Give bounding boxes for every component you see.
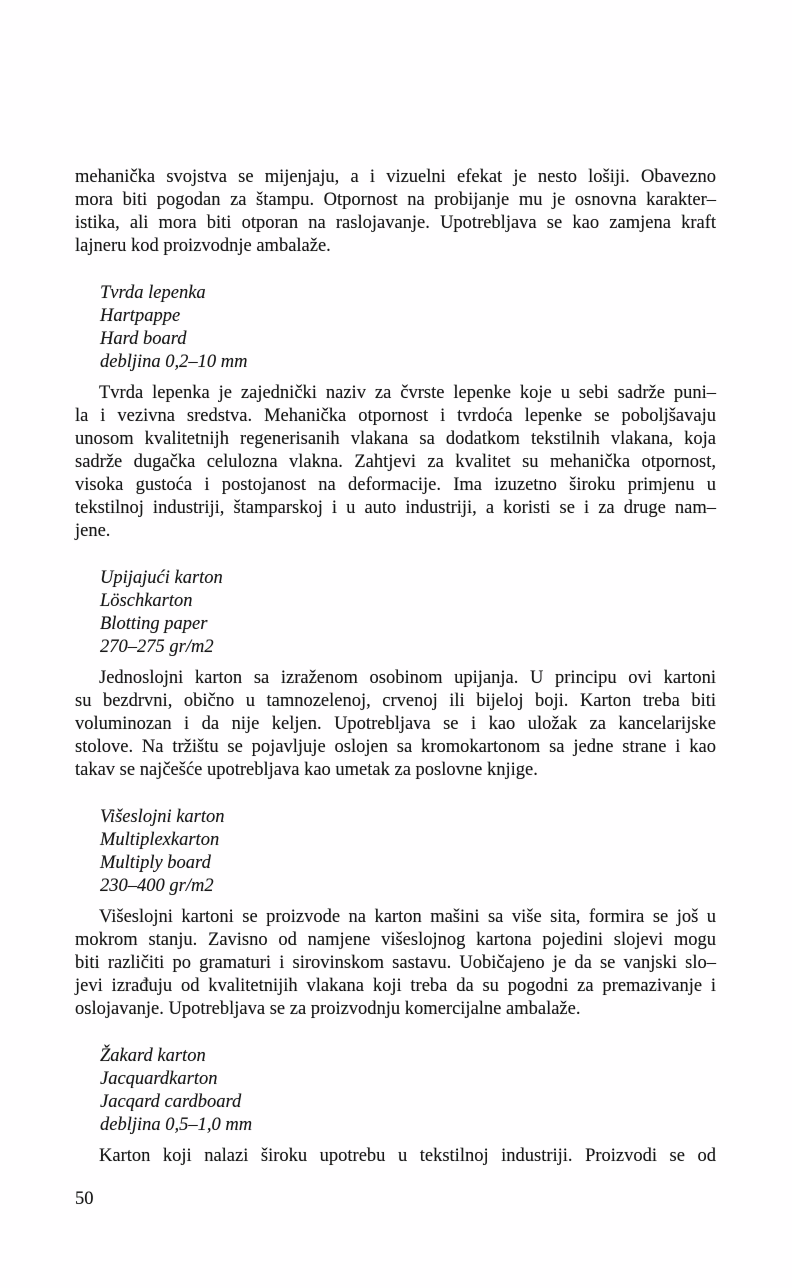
text-line: la i vezivna sredstva. Mehanička otpornost i tvrdoća lepenke se poboljšavaju — [75, 406, 716, 426]
term-english: Jacqard cardboard — [100, 1092, 242, 1112]
term-spec: 270–275 gr/m2 — [100, 637, 214, 657]
text-line: Višeslojni kartoni se proizvode na karton mašini sa više sita, formira se još u — [99, 907, 716, 927]
term-heading-viseslojni-karton — [100, 806, 716, 898]
term-heading-zakard-karton — [100, 1045, 716, 1137]
term-german: Multiplexkarton — [100, 830, 220, 850]
paragraph — [75, 166, 716, 258]
term-german: Hartpappe — [100, 306, 181, 326]
text-line: jene. — [75, 521, 111, 541]
term-german: Löschkarton — [100, 591, 193, 611]
text-line: unosom kvalitetnijh regenerisanih vlakana sa dodatkom tekstilnih vlakana, koja — [75, 429, 716, 449]
term-english: Hard board — [100, 329, 187, 349]
text-line: oslojavanje. Upotrebljava se za proizvodnju komercijalne ambalaže. — [75, 999, 581, 1019]
text-line: visoka gustoća i postojanost na deformacije. Ima izuzetno široku primjenu u — [75, 475, 716, 495]
text-line: Karton koji nalazi široku upotrebu u tekstilnoj industriji. Proizvodi se od — [99, 1146, 716, 1166]
term-local: Višeslojni karton — [100, 807, 225, 827]
text-line: su bezdrvni, obično u tamnozelenoj, crvenoj ili bijeloj boji. Karton treba biti — [75, 691, 716, 711]
term-local: Žakard karton — [100, 1046, 206, 1066]
text-line: tekstilnoj industriji, štamparskoj i u auto industriji, a koristi se i za druge nam– — [75, 498, 716, 518]
term-spec: debljina 0,2–10 mm — [100, 352, 248, 372]
text-line: Tvrda lepenka je zajednički naziv za čvrste lepenke koje u sebi sadrže puni– — [99, 383, 716, 403]
text-line: biti različiti po gramaturi i sirovinskom sastavu. Uobičajeno je da se vanjski slo– — [75, 953, 716, 973]
term-spec: debljina 0,5–1,0 mm — [100, 1115, 253, 1135]
text-line: voluminozan i da nije keljen. Upotrebljava se i kao uložak za kancelarijske — [75, 714, 716, 734]
text-line: takav se najčešće upotrebljava kao umetak za poslovne knjige. — [75, 760, 538, 780]
term-spec: 230–400 gr/m2 — [100, 876, 214, 896]
text-line: lajneru kod proizvodnje ambalaže. — [75, 236, 331, 256]
paragraph — [75, 1145, 716, 1168]
term-local: Upijajući karton — [100, 568, 223, 588]
text-line: sadrže dugačka celulozna vlakna. Zahtjevi za kvalitet su mehanička otpornost, — [75, 452, 716, 472]
term-heading-upijajuci-karton — [100, 567, 716, 659]
text-line: stolove. Na tržištu se pojavljuje oslojen sa kromokartonom sa jedne strane i kao — [75, 737, 716, 757]
term-local: Tvrda lepenka — [100, 283, 206, 303]
paragraph — [75, 667, 716, 782]
text-line: Jednoslojni karton sa izraženom osobinom upijanja. U principu ovi kartoni — [99, 668, 716, 688]
text-line: jevi izrađuju od kvalitetnijih vlakana koji treba da su pogodni za premazivanje i — [75, 976, 716, 996]
text-line: istika, ali mora biti otporan na raslojavanje. Upotrebljava se kao zamjena kraft — [75, 213, 716, 233]
paragraph — [75, 906, 716, 1021]
text-line: mokrom stanju. Zavisno od namjene višeslojnog kartona pojedini slojevi mogu — [75, 930, 716, 950]
text-line: mora biti pogodan za štampu. Otpornost na probijanje mu je osnovna karakter– — [75, 190, 716, 210]
page-number: 50 — [75, 1189, 94, 1209]
term-english: Multiply board — [100, 853, 211, 873]
term-german: Jacquardkarton — [100, 1069, 218, 1089]
text-line: mehanička svojstva se mijenjaju, a i vizuelni efekat je nesto lošiji. Obavezno — [75, 167, 716, 187]
paragraph — [75, 382, 716, 543]
term-english: Blotting paper — [100, 614, 208, 634]
term-heading-tvrda-lepenka — [100, 282, 716, 374]
